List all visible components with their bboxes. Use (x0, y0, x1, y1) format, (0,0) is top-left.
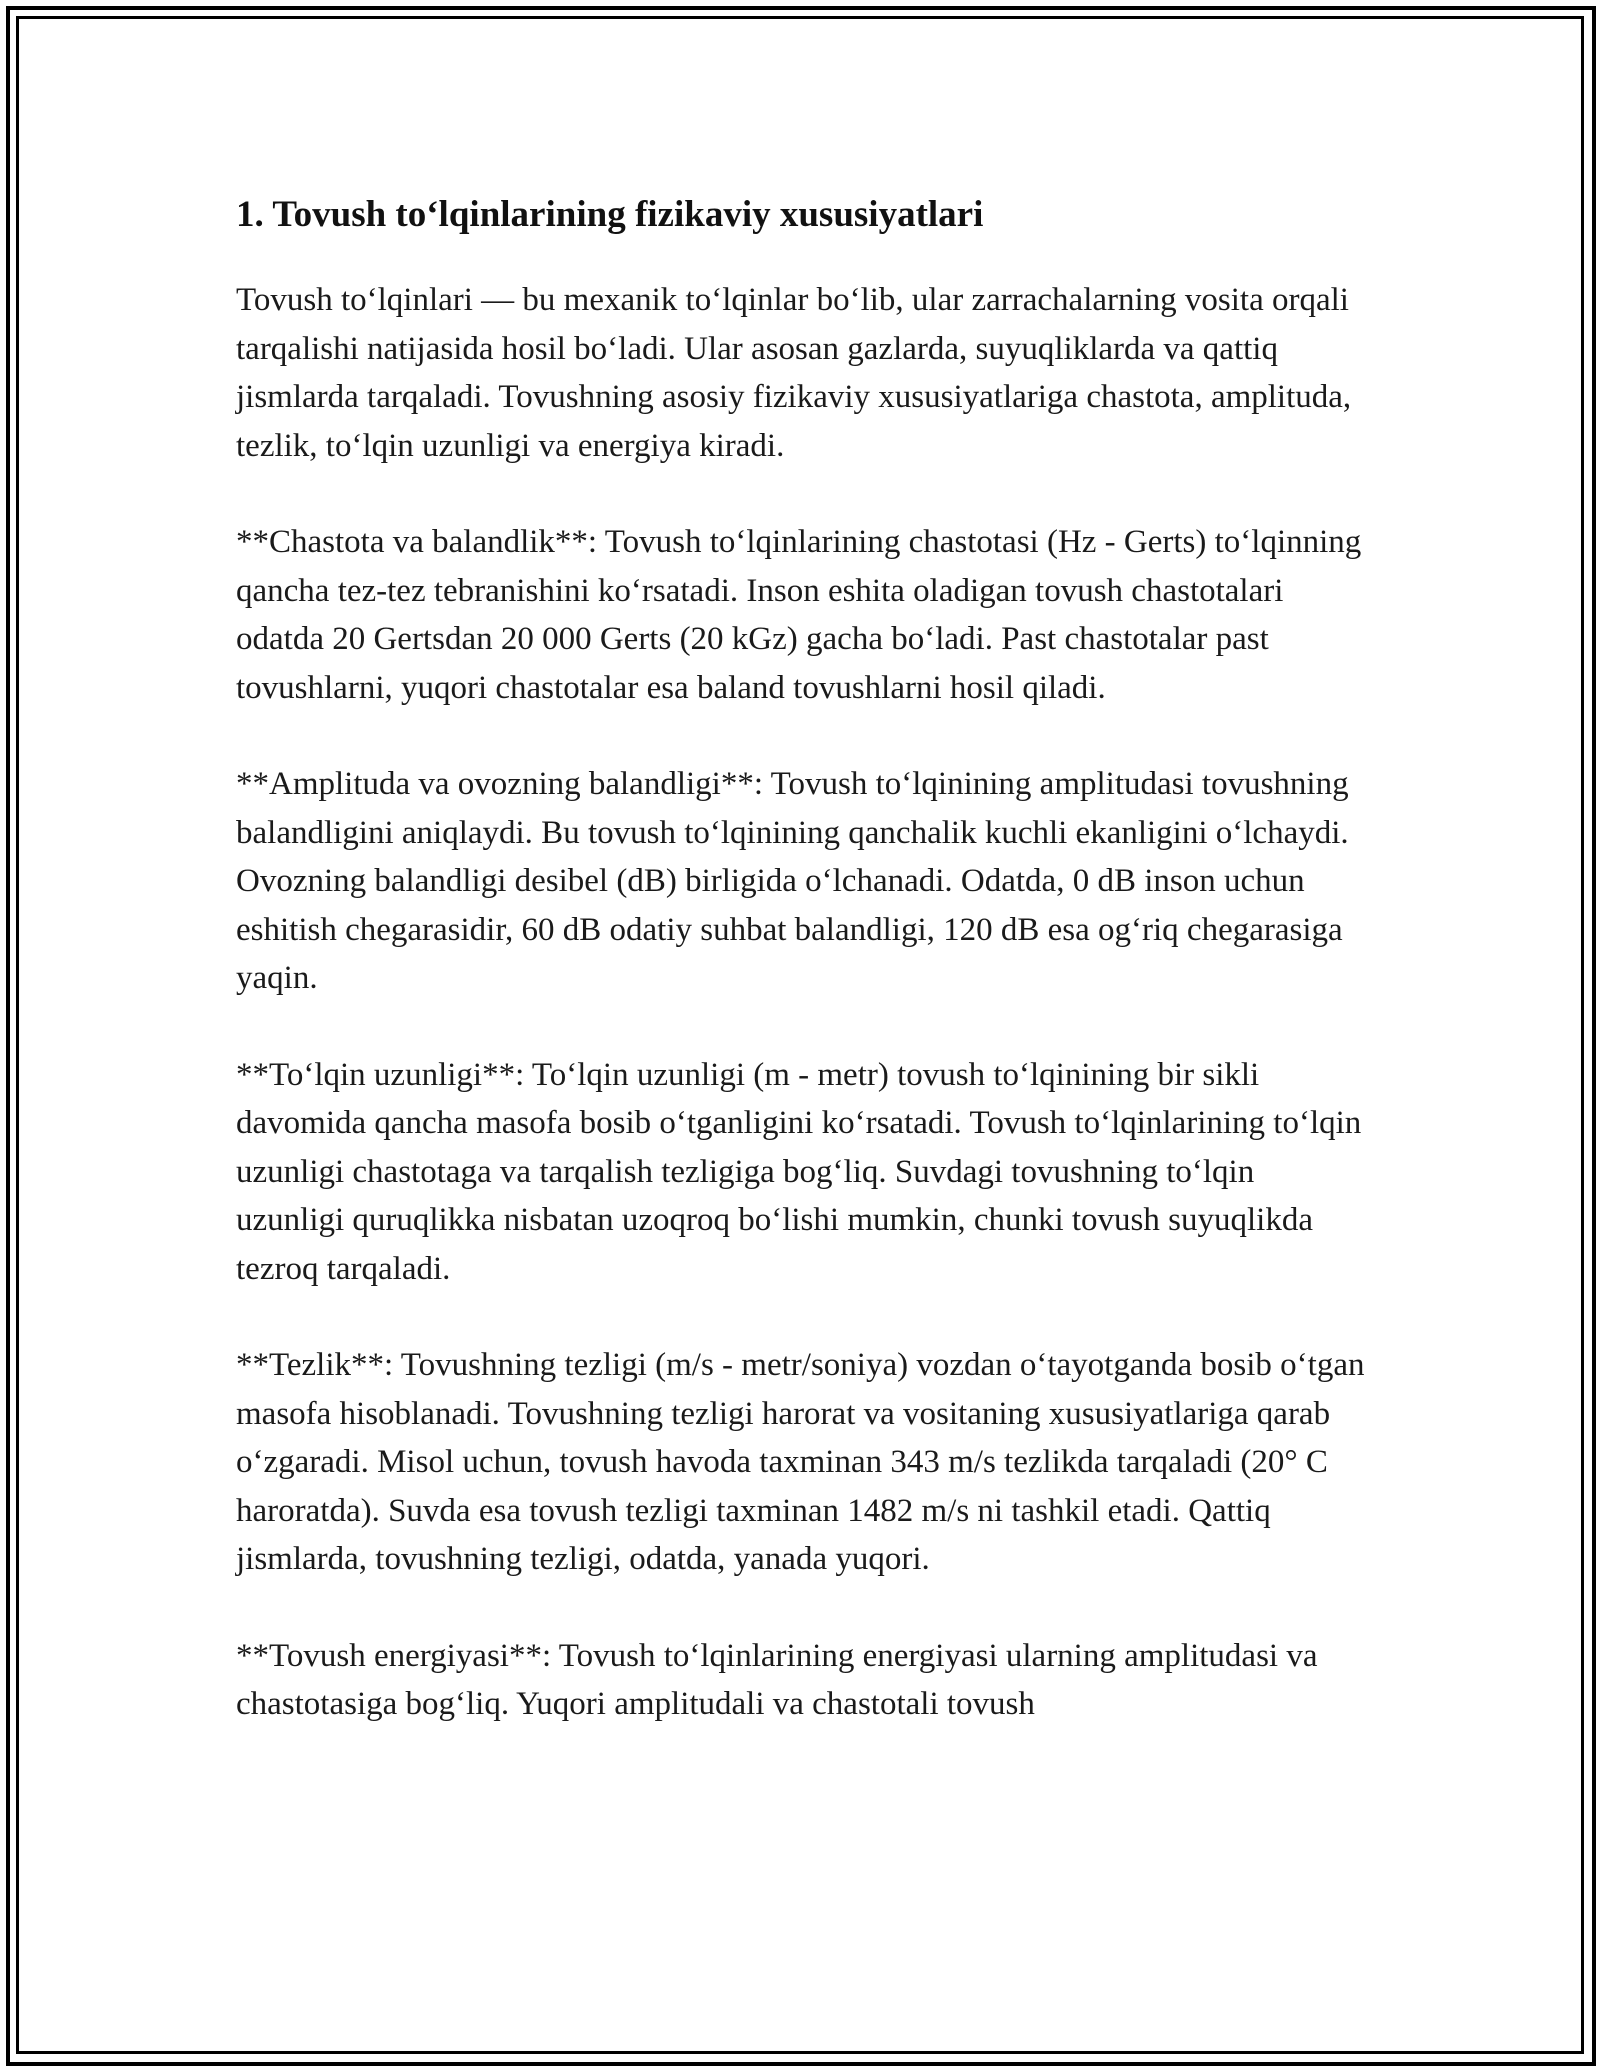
paragraph-frequency: **Chastota va balandlik**: Tovush to‘lqinlarining chastotasi (Hz - Gerts) to‘lqinning qancha tez-tez tebranishini ko‘rsatadi. Inson eshita oladigan tovush chastotalari odatda 20 Gertsdan 20 000 Gerts (20 kGz) gacha bo‘ladi. Past chastotalar past tovushlarni, yuqori chastotalar esa baland tovushlarni hosil qiladi. (236, 524, 1362, 706)
paragraph-intro: Tovush to‘lqinlari — bu mexanik to‘lqinlar bo‘lib, ular zarrachalarning vosita orqali tarqalishi natijasida hosil bo‘ladi. Ular asosan gazlarda, suyuqliklarda va qattiq jismlarda tarqaladi. Tovushning asosiy fizikaviy xususiyatlariga chastota, amplituda, tezlik, to‘lqin uzunligi va energiya kiradi. (236, 282, 1352, 464)
section-heading: 1. Tovush to‘lqinlarining fizikaviy xususiyatlari (236, 194, 984, 235)
paragraph-speed: **Tezlik**: Tovushning tezligi (m/s - metr/soniya) vozdan o‘tayotganda bosib o‘tgan masofa hisoblanadi. Tovushning tezligi harorat va vositaning xususiyatlariga qarab o‘zgaradi. Misol uchun, tovush havoda taxminan 343 m/s tezlikda tarqaladi (20° C haroratda). Suvda esa tovush tezligi taxminan 1482 m/s ni tashkil etadi. Qattiq jismlarda, tovushning tezligi, odatda, yanada yuqori. (236, 1347, 1365, 1577)
paragraph-amplitude: **Amplituda va ovozning balandligi**: Tovush to‘lqinining amplitudasi tovushning balandligini aniqlaydi. Bu tovush to‘lqinining qanchalik kuchli ekanligini o‘lchaydi. Ovozning balandligi desibel (dB) birligida o‘lchanadi. Odatda, 0 dB inson uchun eshitish chegarasidir, 60 dB odatiy suhbat balandligi, 120 dB esa og‘riq chegarasiga yaqin. (236, 766, 1349, 996)
paragraph-energy: **Tovush energiyasi**: Tovush to‘lqinlarining energiyasi ularning amplitudasi va chastotasiga bog‘liq. Yuqori amplitudali va chastotali tovush (236, 1637, 1318, 1722)
paragraph-wavelength: **To‘lqin uzunligi**: To‘lqin uzunligi (m - metr) tovush to‘lqinining bir sikli davomida qancha masofa bosib o‘tganligini ko‘rsatadi. Tovush to‘lqinlarining to‘lqin uzunligi chastotaga va tarqalish tezligiga bog‘liq. Suvdagi tovushning to‘lqin uzunligi quruqlikka nisbatan uzoqroq bo‘lishi mumkin, chunki tovush suyuqlikda tezroq tarqaladi. (236, 1056, 1362, 1287)
document-body (236, 180, 1366, 1777)
